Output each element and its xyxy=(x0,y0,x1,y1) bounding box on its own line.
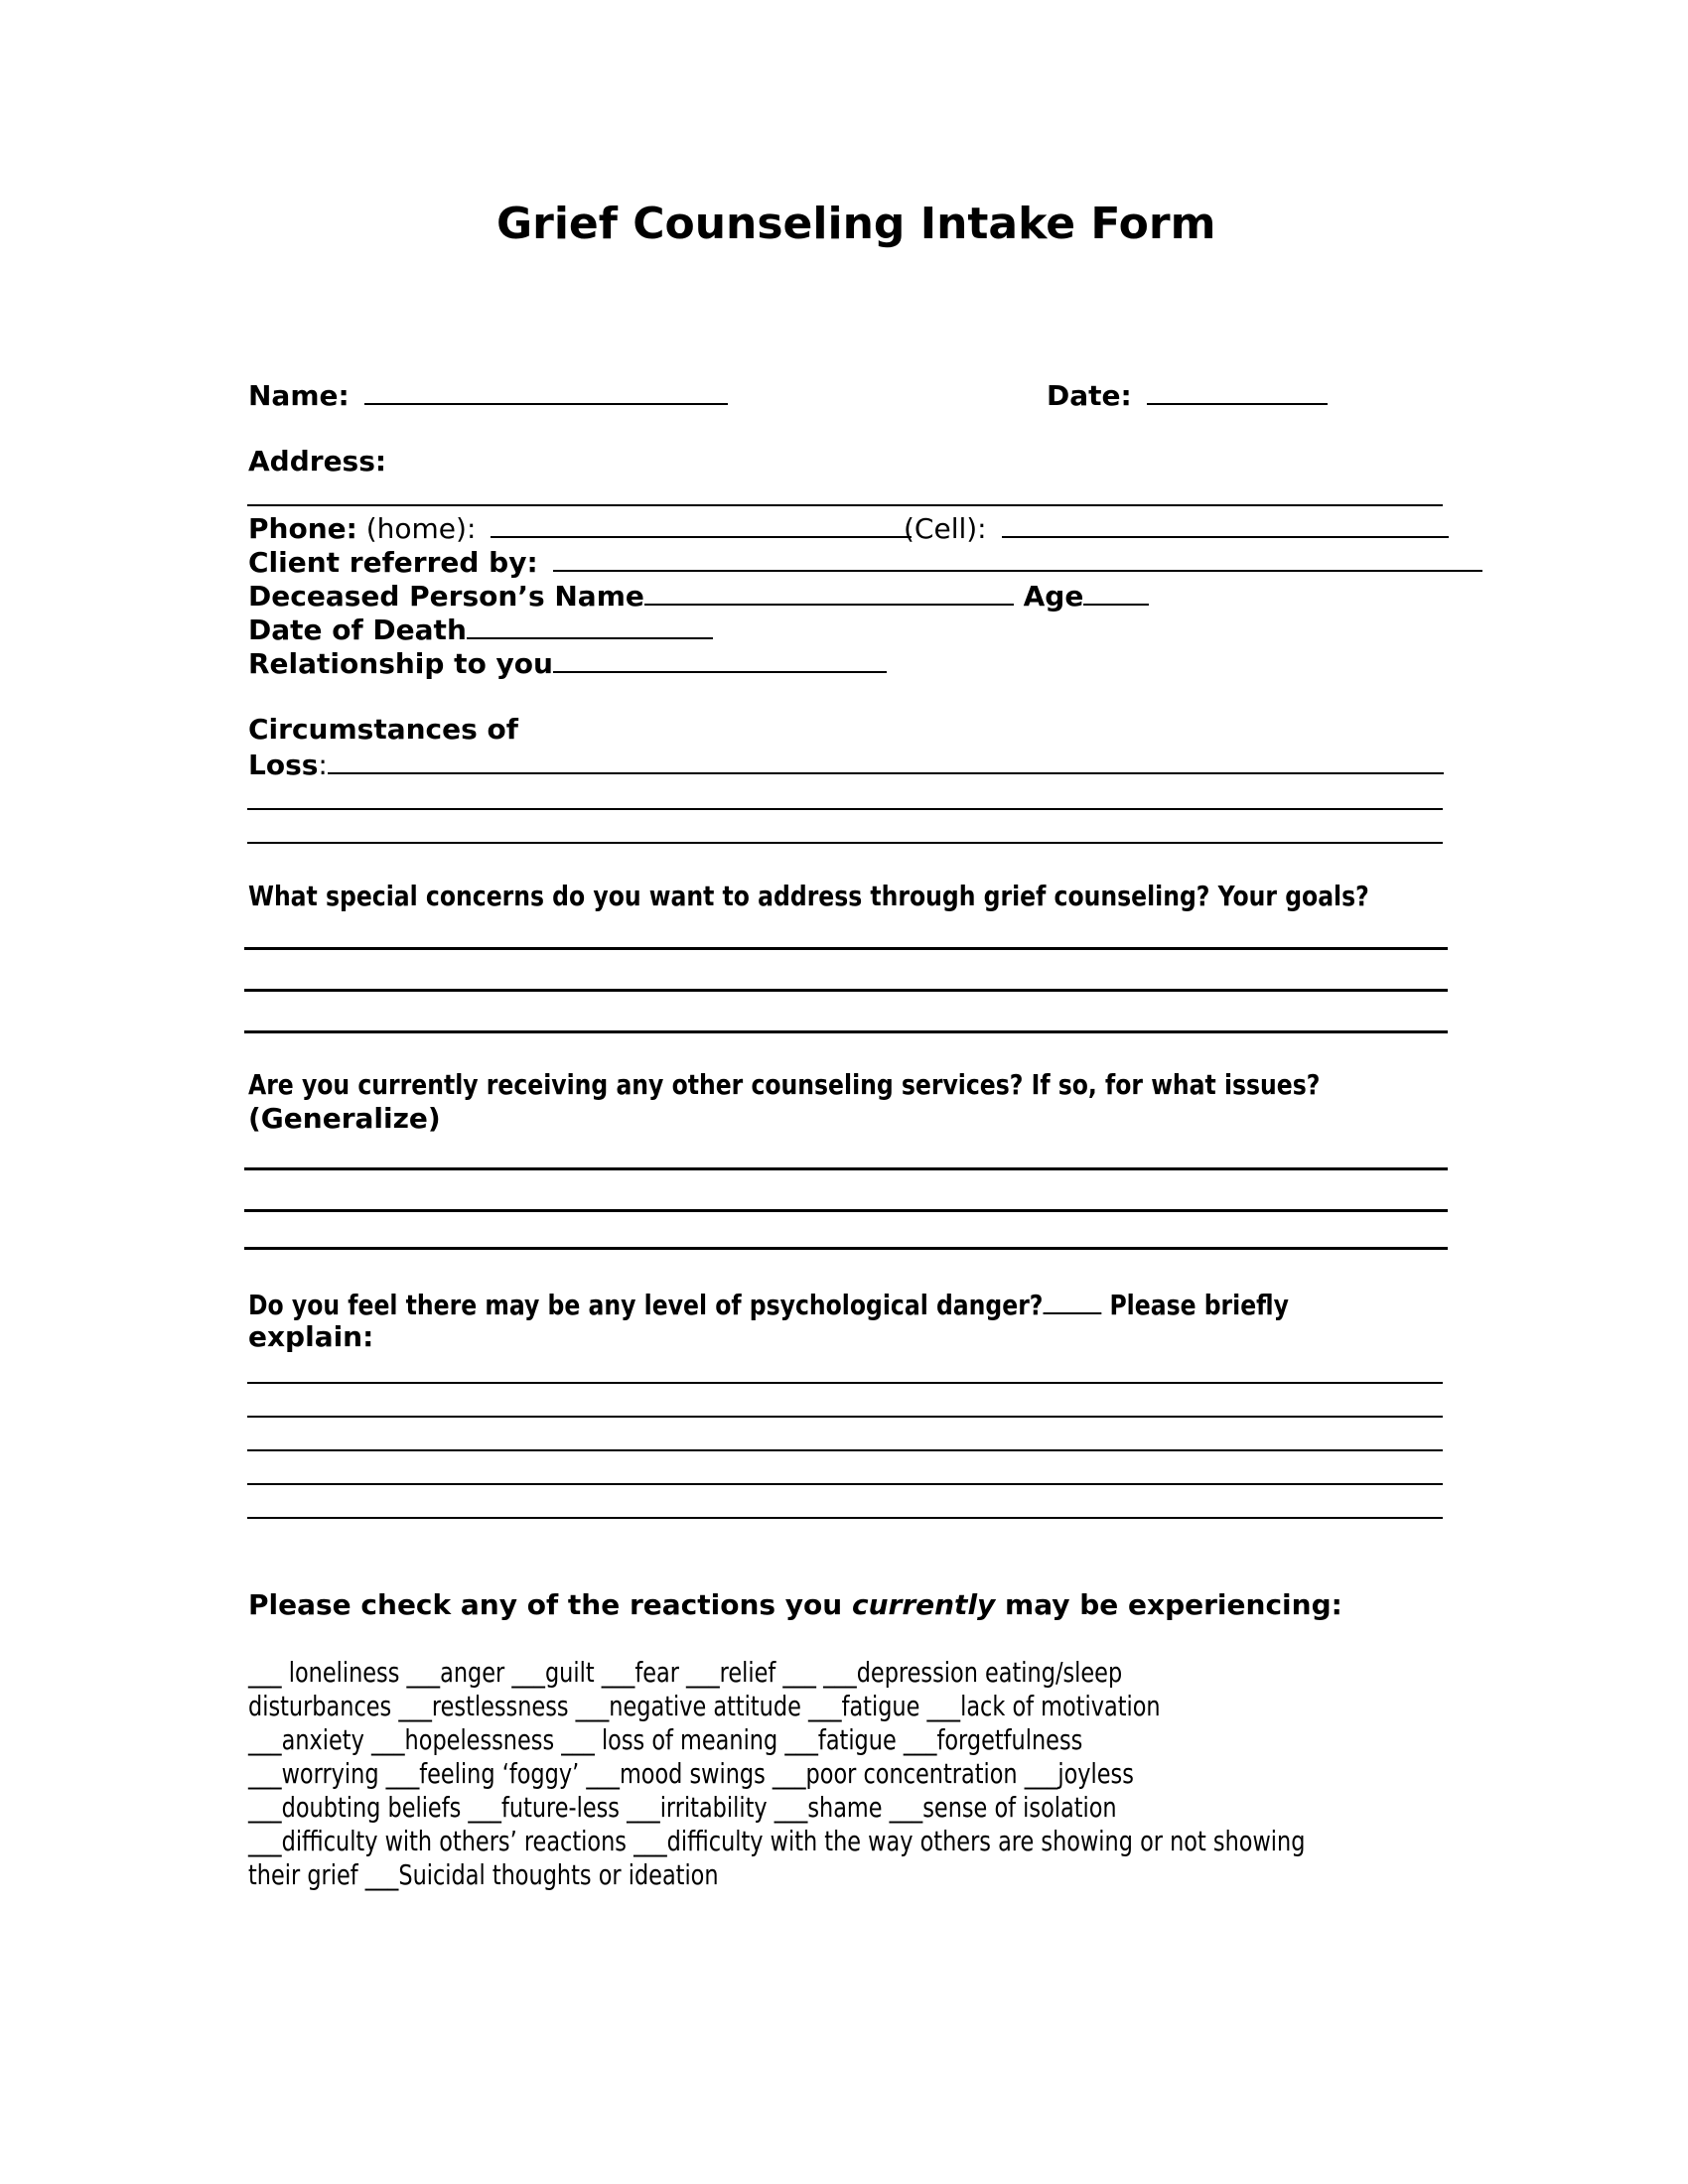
date-of-death-field xyxy=(248,612,713,647)
relationship-field xyxy=(248,645,887,681)
phone-home-label: (home): xyxy=(365,512,477,545)
date-input-line[interactable] xyxy=(1147,377,1328,405)
question-other-services: Are you currently receiving any other counseling services? If so, for what issues? xyxy=(248,1068,1321,1101)
concerns-line-1[interactable] xyxy=(244,947,1448,950)
phone-cell-field xyxy=(904,510,1449,546)
deceased-field xyxy=(248,578,1149,614)
referred-input-line[interactable] xyxy=(553,544,1482,572)
page-title: Grief Counseling Intake Form xyxy=(496,199,1216,249)
deceased-label: Deceased Person’s Name xyxy=(248,580,644,613)
question-danger xyxy=(248,1287,1487,1322)
reactions-line-1[interactable]: ___ loneliness ___anger ___guilt ___fear ___relief ___ ___depression eating/sleep xyxy=(248,1656,1123,1689)
other-services-line-3[interactable] xyxy=(244,1247,1448,1250)
date-label: Date: xyxy=(1047,379,1132,412)
danger-line-4[interactable] xyxy=(247,1483,1443,1485)
danger-line-1[interactable] xyxy=(247,1382,1443,1384)
phone-home-input-line[interactable] xyxy=(491,510,912,538)
reactions-line-2[interactable]: disturbances ___restlessness ___negative attitude ___fatigue ___lack of motivation xyxy=(248,1690,1161,1722)
phone-cell-input-line[interactable] xyxy=(1002,510,1449,538)
age-label: Age xyxy=(1023,580,1084,613)
concerns-line-2[interactable] xyxy=(244,989,1448,992)
question-danger-explain: Please briefly xyxy=(1109,1289,1289,1321)
date-field xyxy=(1047,377,1328,413)
phone-cell-label: (Cell): xyxy=(904,512,987,545)
address-input-line[interactable] xyxy=(247,504,1443,506)
danger-line-5[interactable] xyxy=(247,1517,1443,1519)
reactions-line-7[interactable]: their grief ___Suicidal thoughts or ideation xyxy=(248,1858,719,1891)
deceased-input-line[interactable] xyxy=(644,578,1014,606)
reactions-line-3[interactable]: ___anxiety ___hopelessness ___ loss of meaning ___fatigue ___forgetfulness xyxy=(248,1723,1083,1756)
circumstances-label-line1: Circumstances of xyxy=(248,713,518,746)
reactions-line-6[interactable]: ___difficulty with others’ reactions ___difficulty with the way others are showing or not showing xyxy=(248,1825,1306,1857)
date-of-death-input-line[interactable] xyxy=(467,612,713,639)
circumstances-colon: : xyxy=(318,749,328,781)
question-danger-text: Do you feel there may be any level of psychological danger? xyxy=(248,1289,1044,1321)
reactions-line-5[interactable]: ___doubting beliefs ___future-less ___irritability ___shame ___sense of isolation xyxy=(248,1791,1117,1824)
circumstances-label-line2: Loss xyxy=(248,749,319,781)
phone-label: Phone: xyxy=(248,512,357,545)
danger-input-line[interactable] xyxy=(1043,1287,1101,1314)
reactions-heading: Please check any of the reactions you currently may be experiencing: xyxy=(248,1588,1342,1621)
referred-field xyxy=(248,544,1482,580)
relationship-input-line[interactable] xyxy=(553,645,887,673)
question-concerns: What special concerns do you want to address through grief counseling? Your goals? xyxy=(248,880,1369,912)
date-of-death-label: Date of Death xyxy=(248,614,467,646)
name-field xyxy=(248,377,728,413)
danger-line-2[interactable] xyxy=(247,1416,1443,1418)
question-other-services-generalize: (Generalize) xyxy=(248,1102,441,1135)
phone-field xyxy=(248,510,912,546)
referred-label: Client referred by: xyxy=(248,546,538,579)
danger-line-3[interactable] xyxy=(247,1449,1443,1451)
other-services-line-2[interactable] xyxy=(244,1209,1448,1212)
other-services-line-1[interactable] xyxy=(244,1167,1448,1170)
reactions-line-4[interactable]: ___worrying ___feeling ‘foggy’ ___mood swings ___poor concentration ___joyless xyxy=(248,1757,1134,1790)
circumstances-field xyxy=(248,747,1444,782)
question-danger-explain-label: explain: xyxy=(248,1320,374,1353)
circumstances-line-2[interactable] xyxy=(247,808,1443,810)
relationship-label: Relationship to you xyxy=(248,647,553,680)
circumstances-line-3[interactable] xyxy=(247,842,1443,844)
address-label: Address: xyxy=(248,445,387,478)
age-input-line[interactable] xyxy=(1083,578,1149,606)
concerns-line-3[interactable] xyxy=(244,1030,1448,1033)
name-label: Name: xyxy=(248,379,350,412)
name-input-line[interactable] xyxy=(364,377,728,405)
circumstances-input-line[interactable] xyxy=(328,747,1444,774)
